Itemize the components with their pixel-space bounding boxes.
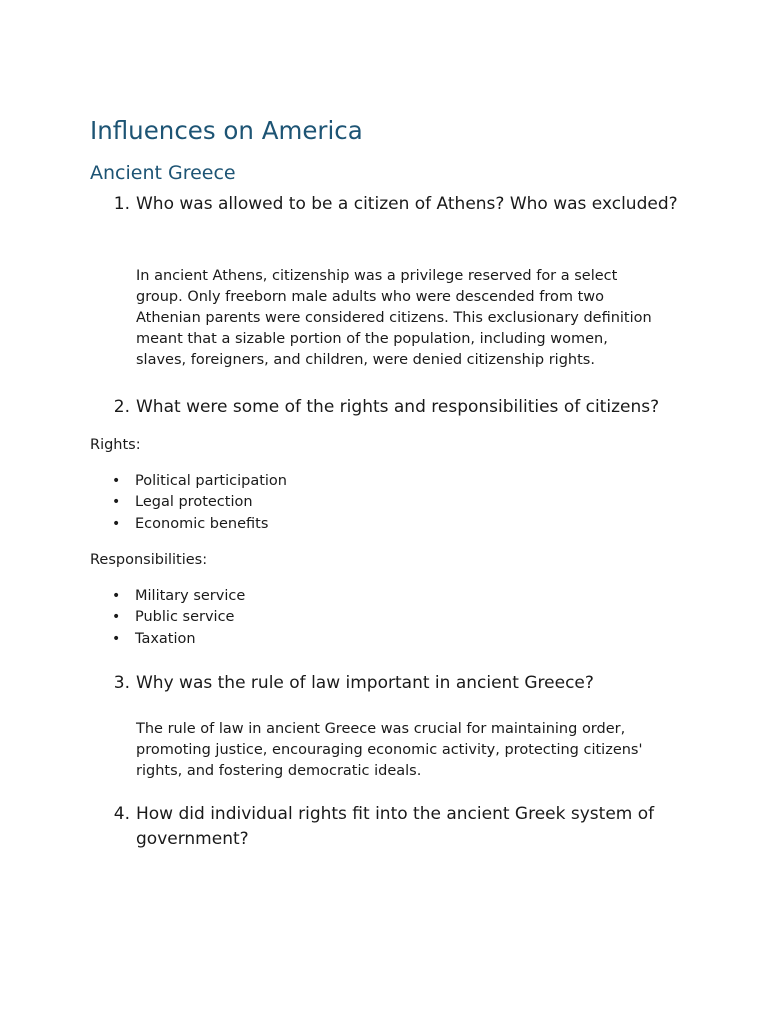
document-title: Influences on America (90, 116, 363, 145)
list-item: • Military service (90, 586, 245, 607)
question-3-text: Why was the rule of law important in ancient Greece? (136, 673, 594, 693)
bullet-icon: • (112, 515, 121, 532)
question-3-answer: The rule of law in ancient Greece was crucial for maintaining order, promoting justice, encouraging economic activity, protecting citizens' rights, and fostering democratic ideals. (136, 721, 643, 779)
question-3-number: 3. (113, 673, 130, 693)
list-item: • Taxation (90, 629, 245, 650)
question-2-text: What were some of the rights and responsibilities of citizens? (136, 397, 660, 417)
question-1-text: Who was allowed to be a citizen of Athens? Who was excluded? (136, 194, 678, 214)
list-item: • Economic benefits (90, 514, 287, 535)
responsibilities-list (90, 586, 245, 650)
rights-list (90, 471, 287, 535)
question-4-number: 4. (113, 804, 130, 824)
question-1-number: 1. (113, 194, 130, 214)
responsibilities-label: Responsibilities: (90, 552, 208, 568)
bullet-icon: • (112, 609, 121, 626)
question-2-number: 2. (113, 397, 130, 417)
question-4-text: How did individual rights fit into the ancient Greek system of government? (136, 804, 655, 849)
bullet-icon: • (112, 630, 121, 647)
question-1-answer: In ancient Athens, citizenship was a privilege reserved for a select group. Only freeborn male adults who were descended from two Athenian parents were considered citizens. This exclusionary definition meant that a sizable portion of the population, including women, slaves, foreigners, and children, were denied citizenship rights. (136, 268, 652, 368)
list-item: • Political participation (90, 471, 287, 492)
bullet-icon: • (112, 473, 121, 489)
list-item: • Legal protection (90, 492, 287, 513)
rights-label: Rights: (90, 437, 141, 453)
list-item: • Public service (90, 607, 245, 628)
section-heading: Ancient Greece (90, 162, 236, 184)
bullet-icon: • (112, 588, 121, 604)
bullet-icon: • (112, 494, 121, 511)
